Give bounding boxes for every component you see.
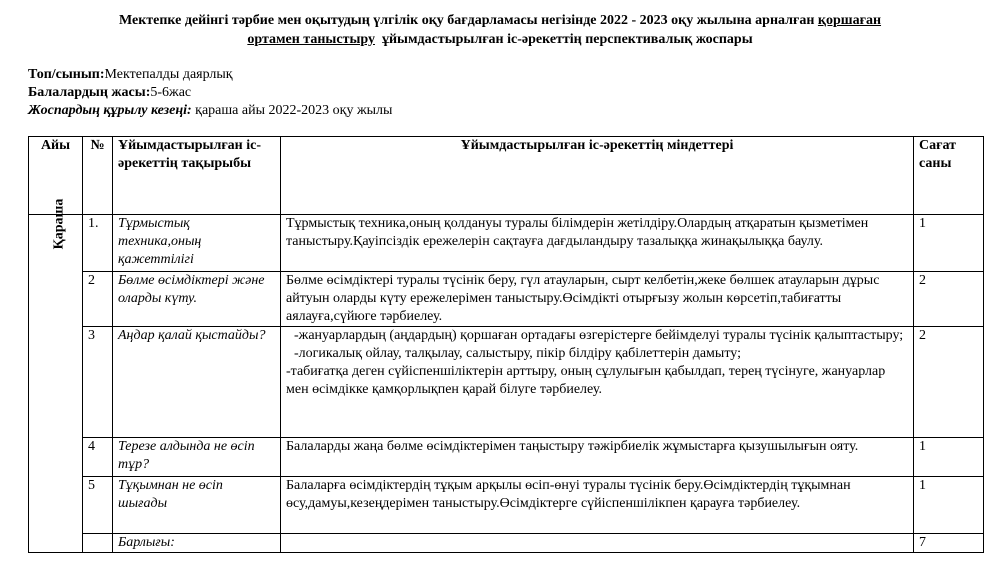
meta-period xyxy=(28,102,392,120)
title-subject-part2: ортамен таныстыру xyxy=(247,32,375,47)
row-task-line: -логикалық ойлау, талқылау, салыстыру, пікір білдіру қабілеттерін дамыту; xyxy=(294,346,741,361)
table-row xyxy=(29,272,984,327)
meta-group-label: Топ/сынып: xyxy=(28,67,105,82)
header-tasks: Ұйымдастырылған іс-әрекеттің міндеттері xyxy=(281,137,914,215)
table-total-row xyxy=(29,534,984,553)
title-line1: Мектепке дейінгі тәрбие мен оқытудың үлгілік оқу бағдарламасы негізінде 2022 - 2023 оқу жылына арналған xyxy=(118,13,815,28)
table-row xyxy=(29,327,984,438)
title-subject-part1: қоршаған xyxy=(817,13,882,28)
meta-group xyxy=(28,66,392,84)
document-title xyxy=(40,11,960,49)
table-row xyxy=(29,438,984,477)
row-number: 3 xyxy=(83,327,113,438)
total-hours: 7 xyxy=(914,534,984,553)
header-hours: Сағат саны xyxy=(914,137,984,215)
row-topic: Тұрмыстық техника,оның қажеттілігі xyxy=(113,215,281,272)
row-task-line: -табиғатқа деген сүйіспеншіліктерін арттыру, оның сұлулығын қабылдап, терең түсінуге, жануарлар мен өсімдікке қамқорлықпен қарай білуге тәрбиелеу. xyxy=(286,364,886,397)
row-task-line: Балаларды жаңа бөлме өсімдіктерімен таңыстыру тәжірбиелік жұмыстарға қызушылығын ояту. xyxy=(286,439,859,454)
total-empty-cell xyxy=(83,534,113,553)
header-number: № xyxy=(83,137,113,215)
row-topic: Тұқымнан не өсіп шығады xyxy=(113,477,281,534)
plan-table xyxy=(28,136,984,553)
table-header-row xyxy=(29,137,984,215)
header-month: Айы xyxy=(29,137,83,215)
row-task-line: -жануарлардың (аңдардың) қоршаған ортадағы өзгерістерге бейімделуі туралы түсінік қалыптастыру; xyxy=(294,328,904,343)
row-task-line: Тұрмыстық техника,оның қолдануы туралы білімдерін жетілдіру.Олардың атқаратын қызметімен таныстыру.Қауіпсіздік ережелерін сақтауға дағдыландыру тазалыққа жинақылыққа баулу. xyxy=(286,216,869,249)
table-row xyxy=(29,477,984,534)
header-topic: Ұйымдастырылған іс-әрекеттің тақырыбы xyxy=(113,137,281,215)
row-number: 5 xyxy=(83,477,113,534)
row-number: 1. xyxy=(83,215,113,272)
meta-period-label: Жоспардың құрылу кезеңі: xyxy=(28,103,192,118)
row-topic: Терезе алдында не өсіп тұр? xyxy=(113,438,281,477)
total-empty-tasks xyxy=(281,534,914,553)
row-task-line: өсу,дамуы,кезеңдерімен таныстыру.Өсімдіктерге сүйіспеншілікпен қарауға тәрбиелеу. xyxy=(286,496,801,511)
row-hours: 1 xyxy=(914,438,984,477)
month-label: Қараша xyxy=(51,198,67,250)
row-tasks xyxy=(281,438,914,477)
row-tasks xyxy=(281,272,914,327)
row-task-line: Бөлме өсімдіктері туралы түсінік беру, гүл атауларын, сырт келбетін,жеке бөлшек атауларын дұрыс айтуын оларды күту ережелерімен таныстыру.Өсімдікті отырғызу жолын көрсетіп,табиғатты аялауға,сүйюге тәрбиелеу. xyxy=(286,273,880,324)
meta-age-value: 5-6жас xyxy=(150,85,192,100)
row-tasks xyxy=(281,215,914,272)
row-topic: Бөлме өсімдіктері және оларды күту. xyxy=(113,272,281,327)
meta-group-value: Мектепалды даярлық xyxy=(104,67,233,82)
row-number: 2 xyxy=(83,272,113,327)
row-tasks xyxy=(281,327,914,438)
meta-age-label: Балалардың жасы: xyxy=(28,85,151,100)
meta-period-value: қараша айы 2022-2023 оқу жылы xyxy=(195,103,393,118)
row-hours: 2 xyxy=(914,327,984,438)
document-meta xyxy=(28,66,392,120)
title-line2-rest: ұйымдастырылған іс-әрекеттің перспективалық жоспары xyxy=(381,32,753,47)
row-hours: 1 xyxy=(914,215,984,272)
row-hours: 1 xyxy=(914,477,984,534)
month-cell xyxy=(29,198,83,553)
meta-age xyxy=(28,84,392,102)
row-tasks xyxy=(281,477,914,534)
row-hours: 2 xyxy=(914,272,984,327)
total-label: Барлығы: xyxy=(113,534,281,553)
row-number: 4 xyxy=(83,438,113,477)
row-task-line: Балаларға өсімдіктердің тұқым арқылы өсіп-өнуі туралы түсінік беру.Өсімдіктердің тұқымнан xyxy=(286,478,851,493)
row-topic: Аңдар қалай қыстайды? xyxy=(113,327,281,438)
table-row xyxy=(29,215,984,272)
